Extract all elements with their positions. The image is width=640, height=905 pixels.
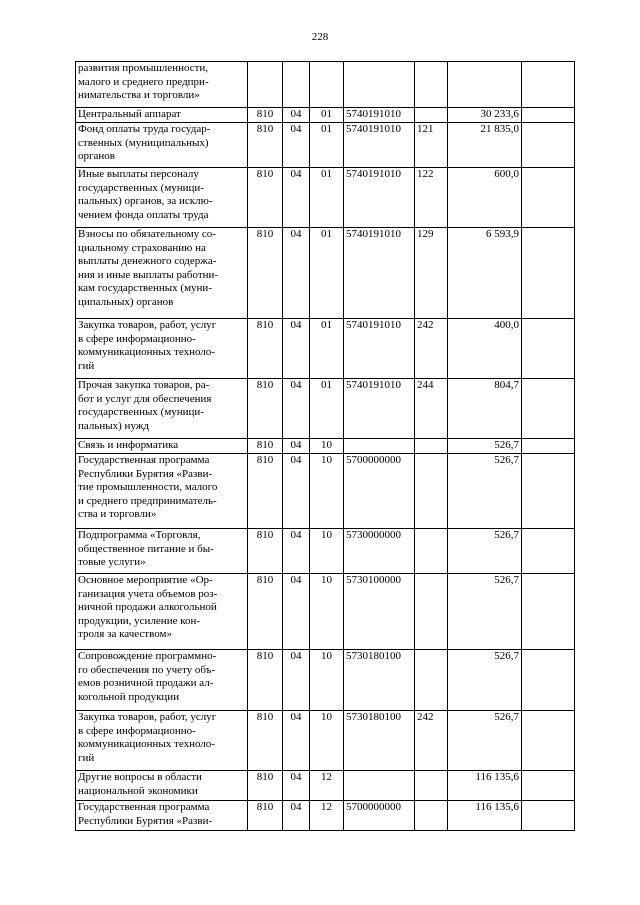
row-amount: 30 233,6: [448, 108, 522, 123]
row-section: 04: [283, 228, 310, 319]
table-row: [76, 801, 575, 831]
table-row: [76, 650, 575, 711]
row-item-name: Фонд оплаты труда государ- ственных (муниципальных) органов: [76, 123, 248, 168]
table-row: [76, 529, 575, 574]
row-ministry-code: 810: [248, 650, 283, 711]
row-target-article: 5740191010: [344, 123, 415, 168]
row-section: 04: [283, 650, 310, 711]
row-subsection: 10: [310, 454, 344, 529]
row-empty-cell: [522, 574, 575, 650]
row-item-name: Центральный аппарат: [76, 108, 248, 123]
row-empty-cell: [522, 319, 575, 379]
row-ministry-code: 810: [248, 108, 283, 123]
row-expense-type: 242: [415, 319, 448, 379]
row-ministry-code: 810: [248, 228, 283, 319]
row-amount: 526,7: [448, 439, 522, 454]
budget-table: [75, 61, 575, 831]
row-subsection: 01: [310, 228, 344, 319]
row-item-name: Подпрограмма «Торговля, общественное питание и бы- товые услуги»: [76, 529, 248, 574]
row-expense-type: 122: [415, 168, 448, 228]
row-subsection: 01: [310, 168, 344, 228]
row-item-name: Связь и информатика: [76, 439, 248, 454]
row-section: 04: [283, 379, 310, 439]
row-empty-cell: [522, 771, 575, 801]
row-ministry-code: 810: [248, 771, 283, 801]
table-row: [76, 108, 575, 123]
row-empty-cell: [522, 62, 575, 108]
row-target-article: 5740191010: [344, 108, 415, 123]
budget-table-body: [76, 62, 575, 831]
table-row: [76, 228, 575, 319]
row-empty-cell: [522, 379, 575, 439]
row-section: 04: [283, 439, 310, 454]
row-amount: 6 593,9: [448, 228, 522, 319]
row-amount: 804,7: [448, 379, 522, 439]
row-ministry-code: 810: [248, 379, 283, 439]
row-empty-cell: [522, 123, 575, 168]
row-target-article: 5730100000: [344, 574, 415, 650]
row-item-name: Закупка товаров, работ, услуг в сфере информационно- коммуникационных техноло- гий: [76, 711, 248, 771]
row-ministry-code: 810: [248, 801, 283, 831]
row-subsection: 01: [310, 108, 344, 123]
row-section: 04: [283, 574, 310, 650]
row-empty-cell: [522, 711, 575, 771]
row-subsection: [310, 62, 344, 108]
row-target-article: 5740191010: [344, 168, 415, 228]
row-item-name: Прочая закупка товаров, ра- бот и услуг для обеспечения государственных (муници- пальных) нужд: [76, 379, 248, 439]
row-ministry-code: 810: [248, 711, 283, 771]
row-item-name: Закупка товаров, работ, услуг в сфере информационно- коммуникационных техноло- гий: [76, 319, 248, 379]
row-subsection: 12: [310, 771, 344, 801]
row-subsection: 10: [310, 439, 344, 454]
row-target-article: 5730180100: [344, 711, 415, 771]
row-section: 04: [283, 801, 310, 831]
table-row: [76, 771, 575, 801]
row-amount: [448, 62, 522, 108]
row-expense-type: [415, 801, 448, 831]
row-empty-cell: [522, 228, 575, 319]
row-section: 04: [283, 168, 310, 228]
row-amount: 116 135,6: [448, 771, 522, 801]
table-row: [76, 123, 575, 168]
row-empty-cell: [522, 801, 575, 831]
row-target-article: 5730000000: [344, 529, 415, 574]
row-empty-cell: [522, 168, 575, 228]
row-item-name: развития промышленности, малого и среднего предпри- нимательства и торговли»: [76, 62, 248, 108]
row-expense-type: [415, 454, 448, 529]
row-expense-type: [415, 108, 448, 123]
row-amount: 116 135,6: [448, 801, 522, 831]
row-ministry-code: 810: [248, 123, 283, 168]
row-target-article: 5740191010: [344, 228, 415, 319]
row-subsection: 01: [310, 379, 344, 439]
row-section: 04: [283, 123, 310, 168]
table-row: [76, 379, 575, 439]
row-expense-type: [415, 439, 448, 454]
row-ministry-code: [248, 62, 283, 108]
row-expense-type: [415, 771, 448, 801]
row-amount: 526,7: [448, 574, 522, 650]
table-row: [76, 711, 575, 771]
row-item-name: Государственная программа Республики Бурятия «Разви-: [76, 801, 248, 831]
table-row: [76, 62, 575, 108]
row-ministry-code: 810: [248, 319, 283, 379]
row-target-article: [344, 439, 415, 454]
row-item-name: Взносы по обязательному со- циальному страхованию на выплаты денежного содержа- ния и иные выплаты работни- кам государственных (муни- ципальных) органов: [76, 228, 248, 319]
row-subsection: 10: [310, 574, 344, 650]
row-amount: 400,0: [448, 319, 522, 379]
row-amount: 600,0: [448, 168, 522, 228]
row-expense-type: [415, 62, 448, 108]
row-amount: 526,7: [448, 650, 522, 711]
row-section: 04: [283, 771, 310, 801]
row-ministry-code: 810: [248, 168, 283, 228]
row-section: 04: [283, 711, 310, 771]
row-expense-type: 242: [415, 711, 448, 771]
table-row: [76, 168, 575, 228]
row-subsection: 10: [310, 650, 344, 711]
row-subsection: 01: [310, 319, 344, 379]
row-target-article: 5700000000: [344, 454, 415, 529]
row-expense-type: 129: [415, 228, 448, 319]
row-section: [283, 62, 310, 108]
row-subsection: 01: [310, 123, 344, 168]
table-row: [76, 319, 575, 379]
row-empty-cell: [522, 529, 575, 574]
table-row: [76, 439, 575, 454]
row-subsection: 12: [310, 801, 344, 831]
row-item-name: Основное мероприятие «Ор- ганизация учета объемов роз- ничной продажи алкогольной продукции, усиление кон- троля за качеством»: [76, 574, 248, 650]
row-item-name: Иные выплаты персоналу государственных (муници- пальных) органов, за исклю- чением фонда оплаты труда: [76, 168, 248, 228]
row-empty-cell: [522, 108, 575, 123]
row-target-article: 5740191010: [344, 319, 415, 379]
table-row: [76, 454, 575, 529]
row-expense-type: [415, 574, 448, 650]
row-empty-cell: [522, 454, 575, 529]
table-row: [76, 574, 575, 650]
row-expense-type: 121: [415, 123, 448, 168]
row-expense-type: [415, 650, 448, 711]
row-subsection: 10: [310, 711, 344, 771]
row-ministry-code: 810: [248, 529, 283, 574]
row-ministry-code: 810: [248, 454, 283, 529]
row-amount: 526,7: [448, 454, 522, 529]
row-expense-type: [415, 529, 448, 574]
row-target-article: 5700000000: [344, 801, 415, 831]
row-section: 04: [283, 108, 310, 123]
row-subsection: 10: [310, 529, 344, 574]
row-item-name: Государственная программа Республики Бурятия «Разви- тие промышленности, малого и среднего предприниматель- ства и торговли»: [76, 454, 248, 529]
row-amount: 526,7: [448, 711, 522, 771]
row-target-article: 5740191010: [344, 379, 415, 439]
row-target-article: [344, 62, 415, 108]
row-item-name: Сопровождение программно- го обеспечения по учету объ- емов розничной продажи ал- когольной продукции: [76, 650, 248, 711]
row-expense-type: 244: [415, 379, 448, 439]
row-target-article: [344, 771, 415, 801]
row-item-name: Другие вопросы в области национальной экономики: [76, 771, 248, 801]
row-ministry-code: 810: [248, 439, 283, 454]
row-section: 04: [283, 454, 310, 529]
row-section: 04: [283, 319, 310, 379]
page-number: 228: [311, 31, 329, 43]
row-amount: 21 835,0: [448, 123, 522, 168]
row-amount: 526,7: [448, 529, 522, 574]
row-empty-cell: [522, 439, 575, 454]
row-section: 04: [283, 529, 310, 574]
row-target-article: 5730180100: [344, 650, 415, 711]
row-ministry-code: 810: [248, 574, 283, 650]
row-empty-cell: [522, 650, 575, 711]
